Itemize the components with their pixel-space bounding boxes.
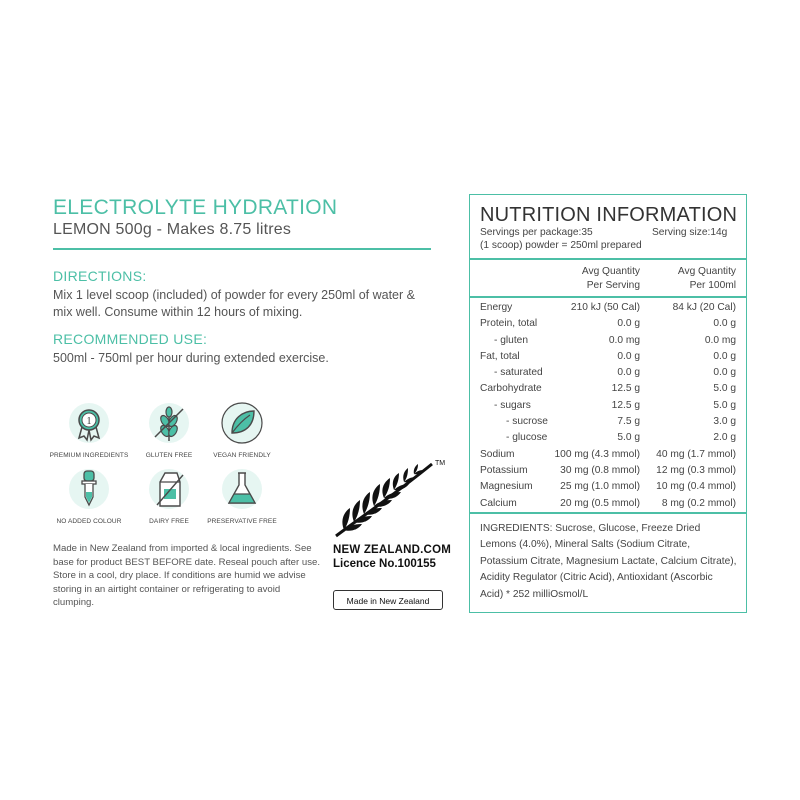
table-row [480,335,736,351]
svg-text:1: 1 [86,416,92,427]
per-100ml-value: 3.0 g [713,416,736,428]
per-100ml-value: 84 kJ (20 Cal) [672,302,736,313]
per-serving-value: 12.5 g [611,399,640,411]
per-100ml-value: 2.0 g [713,432,736,444]
table-row [480,351,736,367]
per-100ml-value: 10 mg (0.4 mmol) [656,481,736,493]
table-row [480,432,736,448]
col1-header-line2: Per Serving [586,280,640,291]
col1-header-line1: Avg Quantity [581,266,640,277]
table-row [480,367,736,383]
per-100ml-value: 8 mg (0.2 mmol) [661,497,736,509]
per-100ml-value: 0.0 g [713,350,736,362]
servings-per-package: Servings per package:35 [480,227,593,238]
nutrient-label: - sugars [494,399,531,411]
per-serving-value: 20 mg (0.5 mmol) [560,497,640,509]
nutrient-label: Magnesium [480,481,533,493]
silver-fern-logo [330,458,440,540]
per-serving-value: 7.5 g [617,416,640,428]
per-100ml-value: 0.0 g [713,367,736,379]
recommended-text: 500ml - 750ml per hour during extended exercise. [53,351,329,365]
table-row [480,465,736,481]
per-serving-value: 12.5 g [611,383,640,395]
serving-size: Serving size:14g [652,227,728,238]
nutrition-table [480,302,736,514]
made-in-nz-badge: Made in New Zealand [333,590,443,610]
badge-label: GLUTEN FREE [145,452,193,459]
per-serving-value: 100 mg (4.3 mmol) [554,448,640,460]
col2-header-line1: Avg Quantity [677,266,736,277]
per-serving-value: 0.0 g [617,367,640,379]
licence-number: Licence No.100155 [333,558,436,570]
trademark-mark: TM [435,460,446,467]
per-100ml-value: 12 mg (0.3 mmol) [656,464,736,476]
nutrient-label: Calcium [480,497,517,509]
nutrient-label: Energy [480,302,513,313]
col2-header-line2: Per 100ml [689,280,736,291]
per-serving-value: 0.0 mg [608,334,640,346]
table-row [480,449,736,465]
product-title: ELECTROLYTE HYDRATION [53,196,338,219]
ingredients-text: INGREDIENTS: Sucrose, Glucose, Freeze Dried Lemons (4.0%), Mineral Salts (Sodium Citrate, Potassium Citrate, Magnesium Lactate, Calcium Citrate), Acidity Regulator (Citric Acid), Antioxidant (Ascorbic Acid) * 252 milliOsmol/L [480,523,737,600]
panel-divider [469,258,747,260]
nz-site-text: NEW ZEALAND.COM [333,544,451,556]
badge-vegan-friendly [194,401,290,459]
panel-divider [469,296,747,298]
per-serving-value: 30 mg (0.8 mmol) [560,464,640,476]
table-row [480,481,736,497]
per-serving-value: 0.0 g [617,350,640,362]
title-divider [53,248,431,250]
nutrient-label: - sucrose [506,416,548,428]
per-serving-value: 210 kJ (50 Cal) [570,302,640,313]
scoop-note: (1 scoop) powder = 250ml prepared [480,240,642,251]
badge-preservative-free [194,467,290,525]
wheat-icon [147,401,191,445]
nutrient-label: Potassium [480,464,528,476]
award-medal-icon [67,401,111,445]
nutrient-label: - glucose [506,432,548,444]
nutrient-label: Carbohydrate [480,383,542,395]
product-subtitle: LEMON 500g - Makes 8.75 litres [53,221,292,238]
per-serving-value: 25 mg (1.0 mmol) [560,481,640,493]
table-row [480,383,736,399]
table-row [480,318,736,334]
badge-label: VEGAN FRIENDLY [213,452,271,459]
leaf-icon [220,401,264,445]
recommended-heading: RECOMMENDED USE: [53,331,208,347]
per-serving-value: 0.0 g [617,318,640,330]
table-row [480,302,736,318]
badge-label: PRESERVATIVE FREE [207,518,277,525]
table-row [480,400,736,416]
flask-icon [220,467,264,511]
table-row [480,416,736,432]
nutrition-title: NUTRITION INFORMATION [480,204,738,226]
dropper-icon [67,467,111,511]
per-100ml-value: 5.0 g [713,383,736,395]
directions-heading: DIRECTIONS: [53,268,147,284]
badge-label: PREMIUM INGREDIENTS [49,452,129,459]
nutrient-label: Sodium [480,448,515,460]
badge-label: DAIRY FREE [149,518,189,525]
per-100ml-value: 0.0 g [713,318,736,330]
panel-divider [469,512,747,514]
per-100ml-value: 5.0 g [713,399,736,411]
nutrient-label: - gluten [494,334,528,346]
badge-label: NO ADDED COLOUR [56,518,122,525]
per-100ml-value: 0.0 mg [704,334,736,346]
nutrient-label: - saturated [494,367,543,379]
directions-text: Mix 1 level scoop (included) of powder for every 250ml of water & mix well. Consume within 12 hours of mixing. [53,288,415,319]
nutrient-label: Fat, total [480,350,520,362]
per-serving-value: 5.0 g [617,432,640,444]
milk-carton-icon [147,467,191,511]
storage-instructions: Made in New Zealand from imported & local ingredients. See base for product BEST BEFORE date. Reseal pouch after use. Store in a cool, dry place. If conditions are humid we advise storing in an airtight container or refrigerating to avoid clumping. [53,543,320,609]
per-100ml-value: 40 mg (1.7 mmol) [656,448,736,460]
nutrient-label: Protein, total [480,318,538,330]
